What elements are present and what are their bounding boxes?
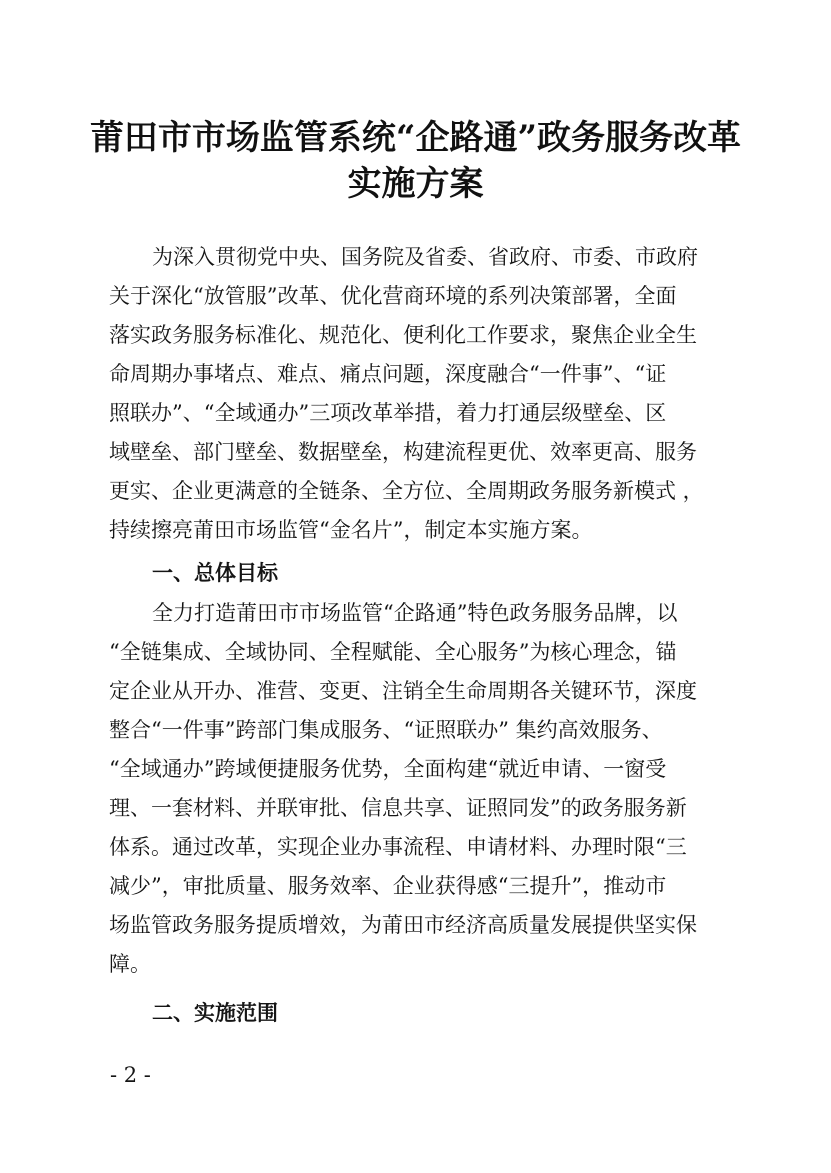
section-heading-overall-goal: 一、总体目标 bbox=[152, 561, 278, 585]
goal-paragraph-line-4: 整合“一件事”跨部门集成服务、“证照联办” 集约高效服务、 bbox=[109, 718, 663, 742]
intro-paragraph-line-2: 关于深化“放管服”改革、优化营商环境的系列决策部署，全面 bbox=[109, 284, 677, 308]
intro-paragraph-line-3: 落实政务服务标准化、规范化、便利化工作要求，聚焦企业全生 bbox=[109, 323, 697, 347]
intro-paragraph-line-1: 为深入贯彻党中央、国务院及省委、省政府、市委、市政府 bbox=[152, 245, 698, 269]
goal-paragraph-line-9: 场监管政务服务提质增效，为莆田市经济高质量发展提供坚实保 bbox=[109, 913, 697, 937]
goal-paragraph-line-8: 减少”，审批质量、服务效率、企业获得感“三提升”，推动市 bbox=[109, 874, 667, 898]
goal-paragraph-line-3: 定企业从开办、准营、变更、注销全生命周期各关键环节，深度 bbox=[109, 679, 697, 703]
section-heading-scope: 二、实施范围 bbox=[152, 1001, 278, 1025]
goal-paragraph-line-6: 理、一套材料、并联审批、信息共享、证照同发”的政务服务新 bbox=[109, 796, 687, 820]
goal-paragraph-line-7: 体系。通过改革，实现企业办事流程、申请材料、办理时限“三 bbox=[109, 835, 687, 859]
intro-paragraph-line-6: 域壁垒、部门壁垒、数据壁垒，构建流程更优、效率更高、服务 bbox=[109, 440, 697, 464]
goal-paragraph-line-1: 全力打造莆田市市场监管“企路通”特色政务服务品牌，以 bbox=[152, 601, 678, 625]
intro-paragraph-line-4: 命周期办事堵点、难点、痛点问题，深度融合“一件事”、“证 bbox=[109, 362, 667, 386]
goal-paragraph-line-10: 障。 bbox=[109, 952, 151, 976]
document-title-line-1: 莆田市市场监管系统“企路通”政务服务改革 bbox=[89, 118, 742, 158]
goal-paragraph-line-2: “全链集成、全域协同、全程赋能、全心服务”为核心理念，锚 bbox=[109, 640, 677, 664]
goal-paragraph-line-5: “全域通办”跨域便捷服务优势，全面构建“就近申请、一窗受 bbox=[109, 757, 667, 781]
page-number: - 2 - bbox=[110, 1063, 151, 1087]
intro-paragraph-line-5: 照联办”、“全域通办”三项改革举措，着力打通层级壁垒、区 bbox=[109, 401, 667, 425]
intro-paragraph-line-7: 更实、企业更满意的全链条、全方位、全周期政务服务新模式 ， bbox=[109, 479, 704, 503]
document-title-line-2: 实施方案 bbox=[347, 164, 484, 204]
intro-paragraph-line-8: 持续擦亮莆田市场监管“金名片”，制定本实施方案。 bbox=[109, 518, 593, 542]
